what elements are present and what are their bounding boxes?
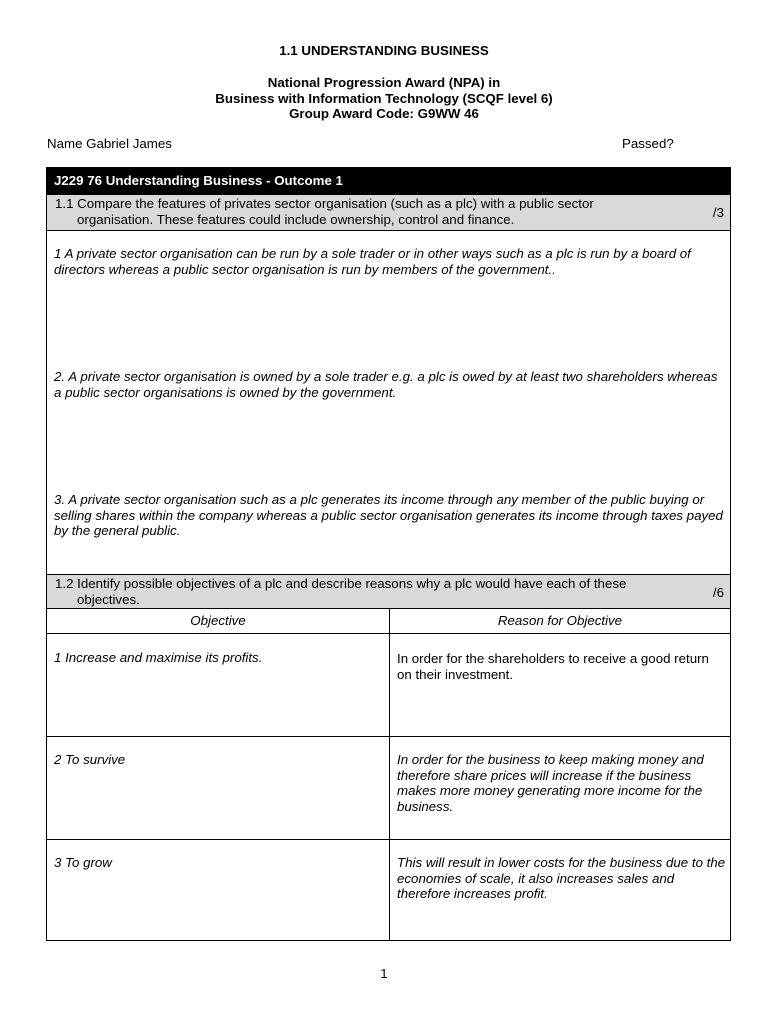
reason-cell: In order for the shareholders to receive a good return on their investment. (397, 651, 709, 682)
award-line-3: Group Award Code: G9WW 46 (289, 106, 479, 121)
row-divider (47, 633, 730, 634)
award-heading (0, 75, 768, 122)
question-2-score: /6 (712, 585, 724, 600)
row-divider (47, 839, 730, 840)
reason-cell: This will result in lower costs for the business due to the economies of scale, it also increases sales and therefore increases profit. (397, 855, 726, 901)
outcome-title: J229 76 Understanding Business - Outcome 1 (46, 167, 731, 195)
document-title: 1.1 UNDERSTANDING BUSINESS (279, 43, 489, 58)
question-2-band (47, 574, 730, 609)
question-1-line-1: 1.1 Compare the features of privates sector organisation (such as a plc) with a public sector (55, 196, 594, 211)
page-number: 1 (380, 966, 388, 981)
column-header-objective: Objective (190, 613, 246, 628)
question-2-line-1: 1.2 Identify possible objectives of a plc and describe reasons why a plc would have each of these (55, 576, 627, 591)
objective-cell: 2 To survive (54, 752, 126, 767)
passed-label: Passed? (622, 136, 674, 151)
question-1-text (55, 196, 665, 228)
answer-1: 1 A private sector organisation can be run by a sole trader or in other ways such as a plc is run by a board of directors whereas a public sector organisation is run by members of the government.. (54, 246, 691, 277)
column-divider (389, 609, 390, 941)
objective-cell: 1 Increase and maximise its profits. (54, 650, 263, 665)
question-1-score: /3 (712, 205, 724, 220)
row-divider (47, 736, 730, 737)
award-line-2: Business with Information Technology (SCQF level 6) (215, 90, 553, 106)
column-header-reason: Reason for Objective (497, 613, 623, 628)
candidate-name: Name Gabriel James (47, 136, 172, 151)
question-2-text (55, 576, 665, 608)
objective-cell: 3 To grow (54, 855, 112, 870)
answer-3: 3. A private sector organisation such as a plc generates its income through any member of the public buying or selling shares within the company whereas a public sector organisation generates its income through taxes payed by the general public. (54, 492, 723, 538)
question-1-line-2: organisation. These features could include ownership, control and finance. (77, 212, 515, 227)
award-line-1: National Progression Award (NPA) in (267, 75, 501, 90)
question-2-line-2: objectives. (77, 592, 140, 607)
question-1-band (47, 195, 730, 231)
reason-cell: In order for the business to keep making money and therefore share prices will increase if the business makes more money generating more income for the business. (397, 752, 704, 814)
answer-2: 2. A private sector organisation is owned by a sole trader e.g. a plc is owed by at least two shareholders whereas a public sector organisations is owned by the government. (54, 369, 718, 400)
